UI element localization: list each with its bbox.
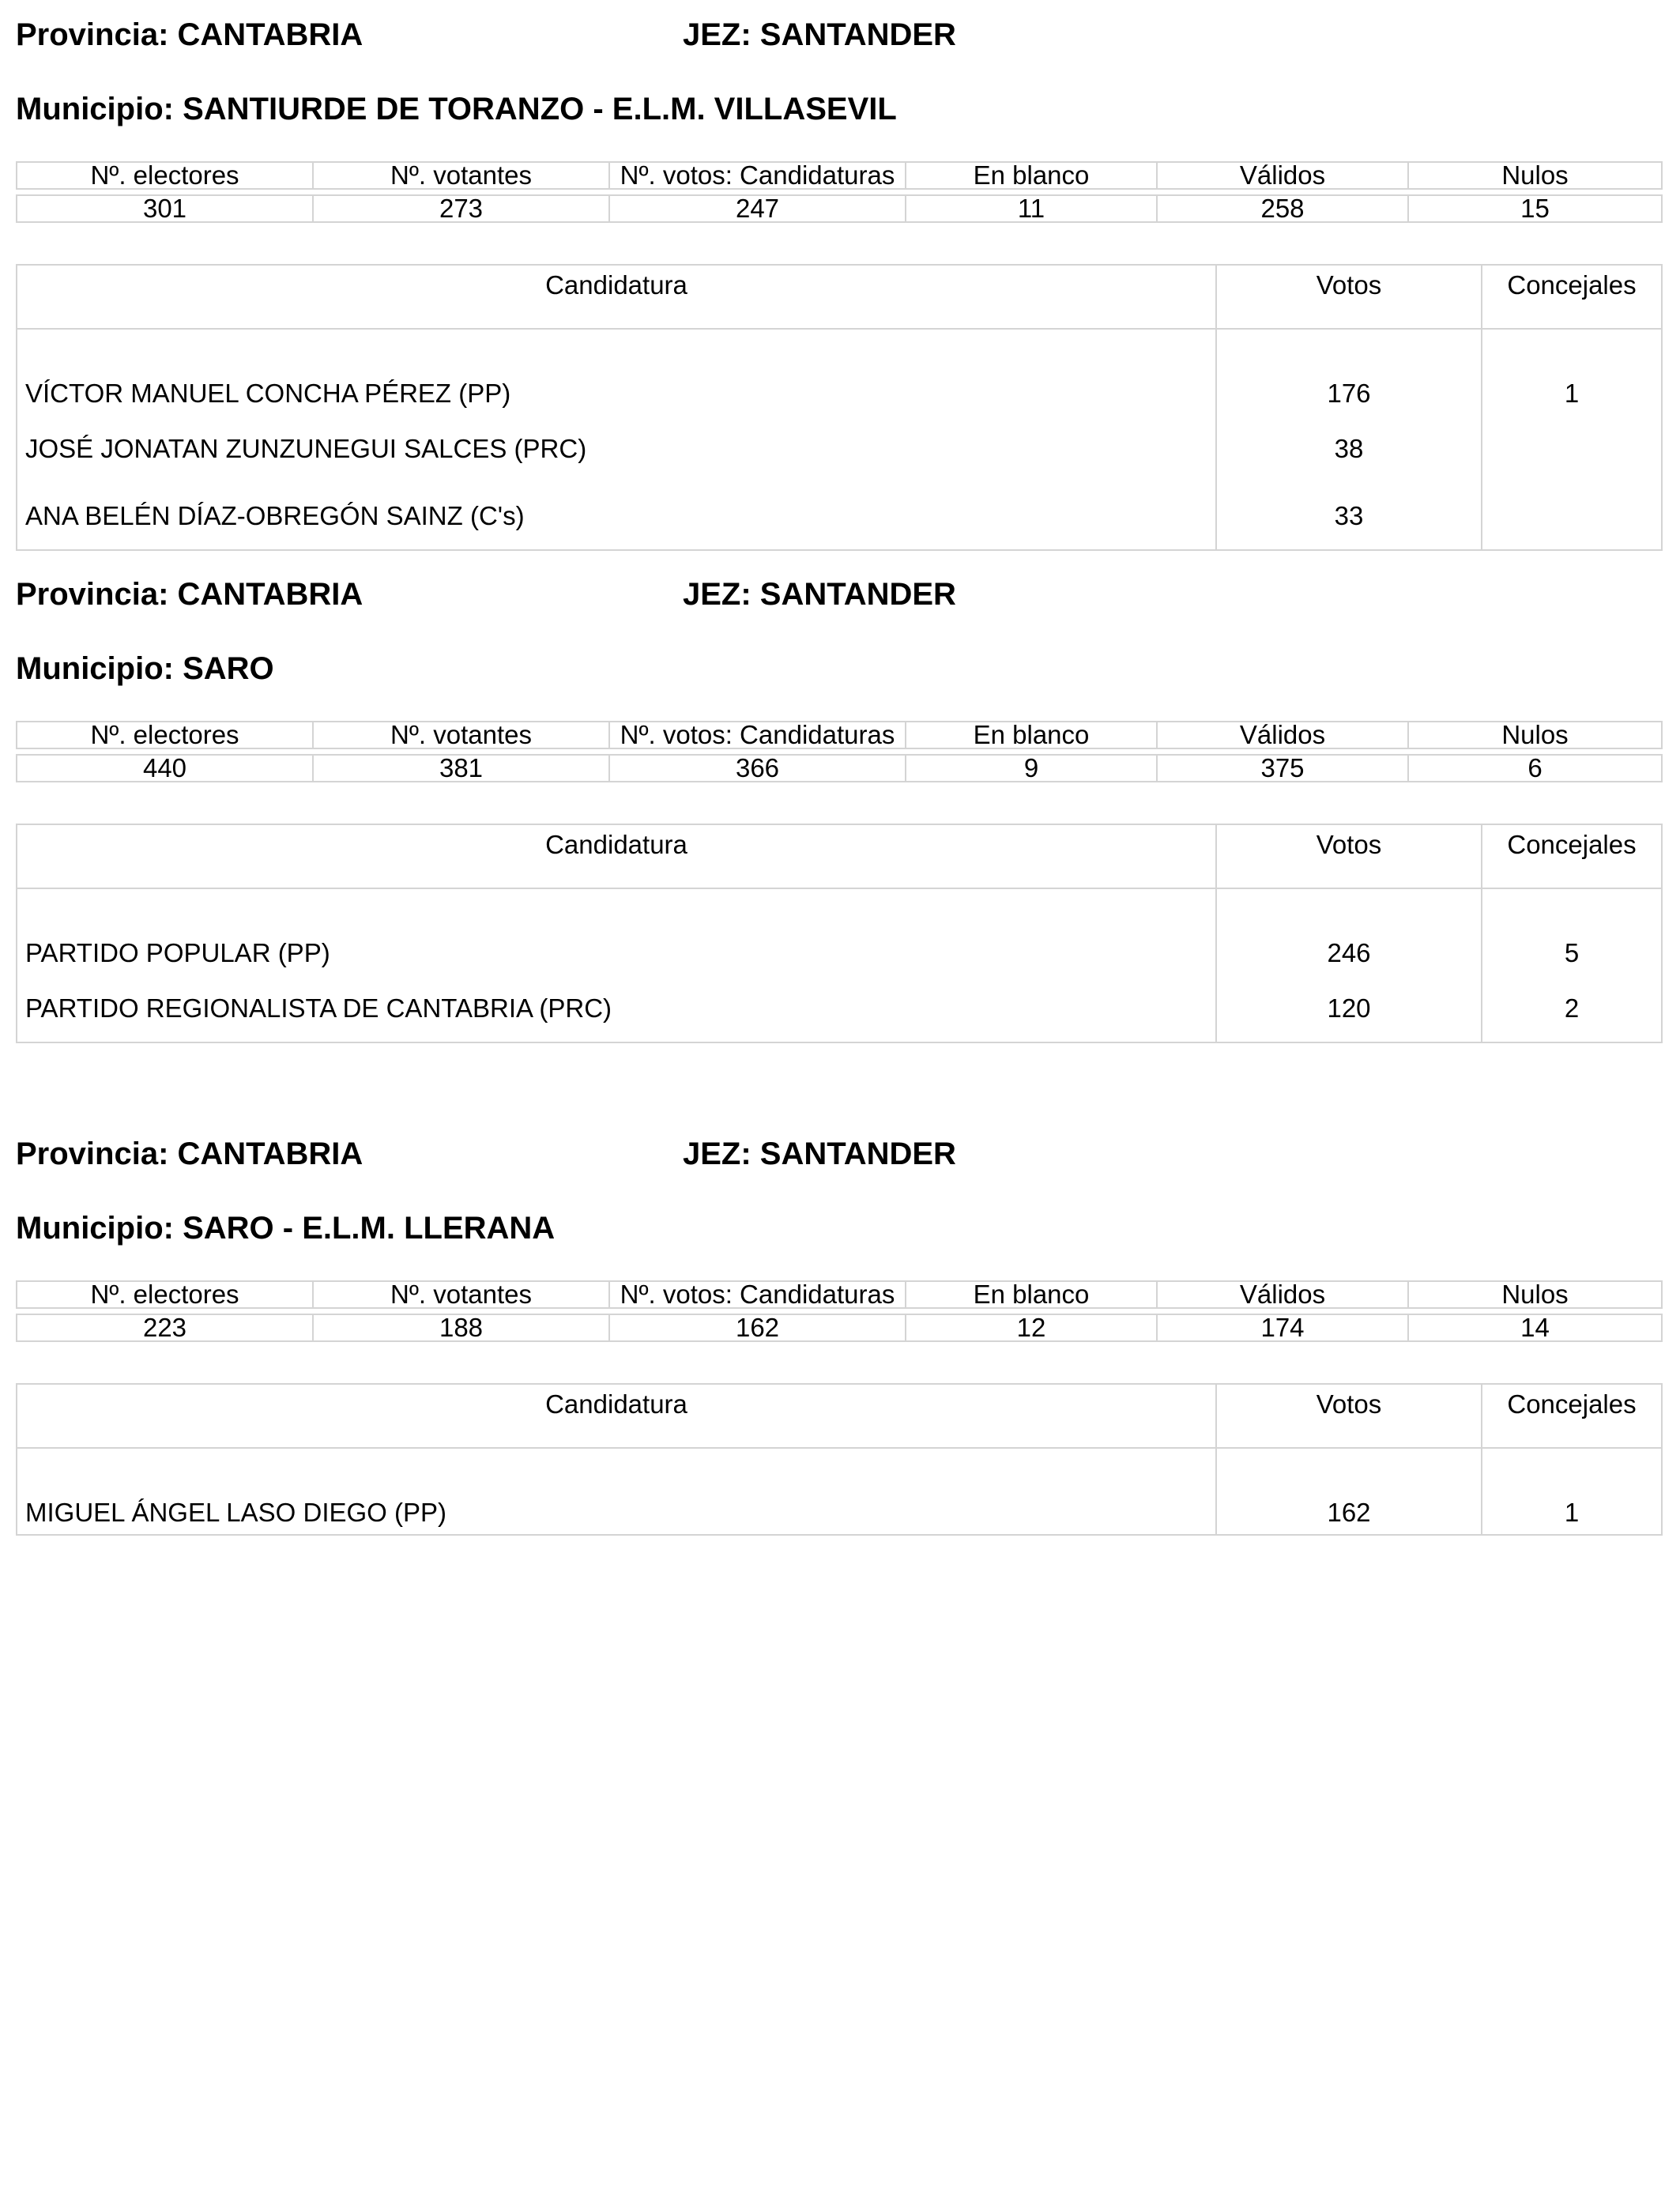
section-header: [16, 577, 1661, 624]
candidate-concejales: 2: [1482, 974, 1662, 1042]
stats-value-en-blanco: 11: [906, 195, 1157, 222]
candidate-votos: 176: [1216, 329, 1482, 415]
stats-value-votantes: 273: [313, 195, 609, 222]
candidates-header-row: [17, 824, 1662, 888]
stats-header-votos-candidaturas: Nº. votos: Candidaturas: [609, 162, 906, 189]
candidate-name: VÍCTOR MANUEL CONCHA PÉREZ (PP): [17, 329, 1216, 415]
jez-label: JEZ: SANTANDER: [683, 577, 956, 612]
stats-header-row: [17, 162, 1662, 189]
stats-value-en-blanco: 12: [906, 1314, 1157, 1341]
candidate-name: ANA BELÉN DÍAZ-OBREGÓN SAINZ (C's): [17, 482, 1216, 550]
stats-header-votantes: Nº. votantes: [313, 162, 609, 189]
header-votos: Votos: [1216, 265, 1482, 329]
candidate-votos: 38: [1216, 415, 1482, 482]
stats-header-en-blanco: En blanco: [906, 162, 1157, 189]
table-row: [17, 1448, 1662, 1535]
stats-value-electores: 301: [17, 195, 313, 222]
stats-value-validos: 375: [1157, 755, 1408, 782]
candidates-table: [16, 1383, 1663, 1536]
header-votos: Votos: [1216, 1384, 1482, 1448]
candidate-votos: 120: [1216, 974, 1482, 1042]
stats-value-votos-candidaturas: 162: [609, 1314, 906, 1341]
election-section-1: [16, 17, 1661, 530]
table-row: [17, 415, 1662, 482]
candidates-header-row: [17, 1384, 1662, 1448]
stats-header-nulos: Nulos: [1408, 722, 1662, 748]
candidate-votos: 246: [1216, 888, 1482, 974]
stats-value-votos-candidaturas: 366: [609, 755, 906, 782]
jez-label: JEZ: SANTANDER: [683, 17, 956, 52]
header-candidatura: Candidatura: [17, 265, 1216, 329]
stats-table: [16, 161, 1663, 223]
stats-header-validos: Válidos: [1157, 1281, 1408, 1308]
header-candidatura: Candidatura: [17, 824, 1216, 888]
table-row: [17, 888, 1662, 974]
stats-value-votantes: 188: [313, 1314, 609, 1341]
candidate-concejales: 1: [1482, 1448, 1662, 1535]
stats-value-row: [17, 195, 1662, 222]
stats-value-row: [17, 755, 1662, 782]
stats-value-validos: 258: [1157, 195, 1408, 222]
stats-header-nulos: Nulos: [1408, 1281, 1662, 1308]
stats-value-votantes: 381: [313, 755, 609, 782]
election-section-2: [16, 577, 1661, 1023]
jez-label: JEZ: SANTANDER: [683, 1137, 956, 1171]
stats-value-nulos: 14: [1408, 1314, 1662, 1341]
table-row: [17, 329, 1662, 415]
stats-value-votos-candidaturas: 247: [609, 195, 906, 222]
stats-value-electores: 440: [17, 755, 313, 782]
stats-header-electores: Nº. electores: [17, 722, 313, 748]
stats-header-row: [17, 722, 1662, 748]
municipio-title: Municipio: SANTIURDE DE TORANZO - E.L.M. VILLASEVIL: [16, 92, 897, 126]
section-header: [16, 17, 1661, 65]
stats-value-row: [17, 1314, 1662, 1341]
provincia-label: Provincia: CANTABRIA: [16, 1137, 363, 1171]
candidates-table: [16, 264, 1663, 551]
header-candidatura: Candidatura: [17, 1384, 1216, 1448]
stats-header-en-blanco: En blanco: [906, 1281, 1157, 1308]
candidate-concejales: [1482, 482, 1662, 550]
stats-header-electores: Nº. electores: [17, 1281, 313, 1308]
table-row: [17, 974, 1662, 1042]
candidate-name: PARTIDO REGIONALISTA DE CANTABRIA (PRC): [17, 974, 1216, 1042]
header-concejales: Concejales: [1482, 1384, 1662, 1448]
candidate-concejales: [1482, 415, 1662, 482]
stats-header-validos: Válidos: [1157, 722, 1408, 748]
stats-table: [16, 1280, 1663, 1342]
stats-header-votos-candidaturas: Nº. votos: Candidaturas: [609, 1281, 906, 1308]
table-row: [17, 482, 1662, 550]
candidate-name: PARTIDO POPULAR (PP): [17, 888, 1216, 974]
stats-header-row: [17, 1281, 1662, 1308]
candidate-name: MIGUEL ÁNGEL LASO DIEGO (PP): [17, 1448, 1216, 1535]
stats-header-votos-candidaturas: Nº. votos: Candidaturas: [609, 722, 906, 748]
candidate-name: JOSÉ JONATAN ZUNZUNEGUI SALCES (PRC): [17, 415, 1216, 482]
stats-value-en-blanco: 9: [906, 755, 1157, 782]
header-votos: Votos: [1216, 824, 1482, 888]
provincia-label: Provincia: CANTABRIA: [16, 17, 363, 52]
stats-header-nulos: Nulos: [1408, 162, 1662, 189]
stats-value-electores: 223: [17, 1314, 313, 1341]
candidates-header-row: [17, 265, 1662, 329]
section-header: [16, 1137, 1661, 1184]
election-section-3: [16, 1137, 1661, 1527]
provincia-label: Provincia: CANTABRIA: [16, 577, 363, 612]
stats-value-validos: 174: [1157, 1314, 1408, 1341]
candidate-concejales: 1: [1482, 329, 1662, 415]
candidate-concejales: 5: [1482, 888, 1662, 974]
candidate-votos: 162: [1216, 1448, 1482, 1535]
header-concejales: Concejales: [1482, 265, 1662, 329]
stats-header-votantes: Nº. votantes: [313, 1281, 609, 1308]
candidate-votos: 33: [1216, 482, 1482, 550]
municipio-title: Municipio: SARO - E.L.M. LLERANA: [16, 1211, 556, 1246]
municipio-title: Municipio: SARO: [16, 651, 274, 686]
stats-value-nulos: 6: [1408, 755, 1662, 782]
stats-header-en-blanco: En blanco: [906, 722, 1157, 748]
stats-header-votantes: Nº. votantes: [313, 722, 609, 748]
header-concejales: Concejales: [1482, 824, 1662, 888]
stats-table: [16, 721, 1663, 782]
stats-header-validos: Válidos: [1157, 162, 1408, 189]
stats-value-nulos: 15: [1408, 195, 1662, 222]
stats-header-electores: Nº. electores: [17, 162, 313, 189]
candidates-table: [16, 824, 1663, 1043]
